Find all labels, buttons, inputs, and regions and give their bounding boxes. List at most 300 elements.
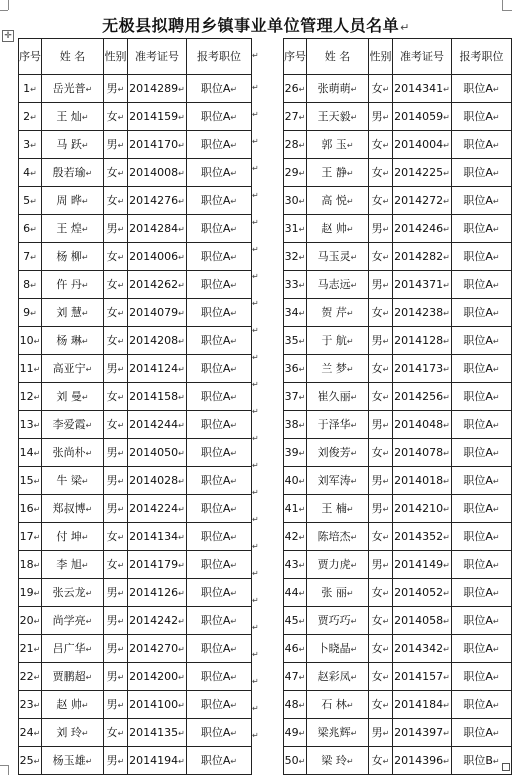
cell-position-text: 职位A [463,137,493,151]
paragraph-mark: ↵ [252,704,259,713]
paragraph-mark: ↵ [382,280,390,290]
paragraph-mark: ↵ [117,504,125,514]
cell-name [307,691,369,719]
paragraph-mark: ↵ [230,112,238,122]
paragraph-mark: ↵ [85,588,93,598]
cell-exam-no [393,495,452,523]
cell-name-text: 张 丽 [321,585,347,599]
cell-no-text: 43 [284,557,299,571]
paragraph-mark: ↵ [30,112,37,122]
cell-position-text: 职位A [200,557,231,571]
cell-exam-no-text: 2014225 [394,165,444,179]
cell-name-text: 赵 帅 [321,221,347,235]
cell-position-text: 职位A [200,221,231,235]
paragraph-mark: ↵ [230,84,238,94]
cell-position-text: 职位A [200,193,231,207]
cell-name [307,411,369,439]
cell-gender-text: 男 [371,417,383,431]
paragraph-mark: ↵ [492,224,500,234]
cell-name [42,467,104,495]
paragraph-mark: ↵ [252,488,259,497]
cell-name-text: 马志远 [317,277,351,291]
paragraph-mark: ↵ [117,168,125,178]
cell-gender [104,383,128,411]
paragraph-mark: ↵ [492,420,500,430]
cell-position [452,495,512,523]
cell-exam-no [128,579,187,607]
table-row [19,103,252,131]
cell-name-text: 刘 曼 [56,389,82,403]
paragraph-mark: ↵ [252,110,259,119]
cell-no [284,663,307,691]
paragraph-mark: ↵ [30,84,37,94]
cell-gender-text: 女 [106,193,118,207]
paragraph-mark: ↵ [298,140,306,150]
cell-name-text: 殷若瑜 [52,165,86,179]
paragraph-mark: ↵ [85,616,93,626]
cell-gender [104,439,128,467]
cell-gender [104,271,128,299]
paragraph-mark: ↵ [252,218,259,227]
cell-exam-no [128,411,187,439]
cell-position [187,103,252,131]
cell-name [42,327,104,355]
cell-name [307,187,369,215]
cell-gender [369,355,393,383]
paragraph-mark: ↵ [298,672,306,682]
paragraph-mark: ↵ [298,560,306,570]
paragraph-mark: ↵ [30,196,37,206]
paragraph-mark: ↵ [350,672,358,682]
paragraph-mark: ↵ [30,252,37,262]
cell-name [307,271,369,299]
cell-name-text: 尚学亮 [52,613,86,627]
header-gender: 性别 [104,39,128,75]
cell-no-text: 29 [284,165,299,179]
cell-exam-no [128,327,187,355]
cell-exam-no [393,187,452,215]
cell-no-text: 45 [284,613,299,627]
paragraph-mark: ↵ [230,168,238,178]
cell-position-text: 职位A [200,725,231,739]
cell-gender-text: 男 [106,669,118,683]
cell-position [187,411,252,439]
cell-no-text: 30 [284,193,299,207]
cell-exam-no-text: 2014256 [394,389,444,403]
paragraph-mark: ↵ [178,196,185,206]
cell-no [19,607,42,635]
paragraph-mark: ↵ [252,731,259,740]
paragraph-mark: ↵ [492,84,500,94]
paragraph-mark: ↵ [350,112,358,122]
header-position: 报考职位 [187,39,252,75]
table-row [284,327,512,355]
cell-name [42,243,104,271]
paragraph-mark: ↵ [382,84,390,94]
cell-position [187,523,252,551]
cell-gender [369,411,393,439]
paragraph-mark: ↵ [117,644,125,654]
cell-name [42,607,104,635]
cell-no-text: 35 [284,333,299,347]
cell-name-text: 杨 琳 [56,333,82,347]
cell-name-text: 张萌萌 [317,81,351,95]
paragraph-mark: ↵ [117,224,125,234]
paragraph-mark: ↵ [117,336,125,346]
paragraph-mark: ↵ [33,476,41,486]
paragraph-mark: ↵ [117,560,125,570]
paragraph-mark: ↵ [252,51,259,60]
cell-gender-text: 男 [106,137,118,151]
paragraph-mark: ↵ [252,542,259,551]
cell-gender [369,635,393,663]
cell-position-text: 职位A [200,249,231,263]
paragraph-mark: ↵ [346,336,354,346]
cell-position-text: 职位A [200,613,231,627]
cell-position [187,327,252,355]
cell-gender [369,271,393,299]
paragraph-mark: ↵ [85,84,93,94]
cell-name [42,103,104,131]
cell-no-text: 47 [284,669,299,683]
paragraph-mark: ↵ [350,252,358,262]
paragraph-mark: ↵ [443,196,450,206]
cell-position [187,579,252,607]
paragraph-mark: ↵ [346,756,354,766]
paragraph-mark: ↵ [346,308,354,318]
paragraph-mark: ↵ [346,168,354,178]
cell-name-text: 马 跃 [56,137,82,151]
cell-position-text: 职位A [200,641,231,655]
cell-exam-no [393,327,452,355]
cell-no [19,299,42,327]
cell-exam-no [393,159,452,187]
cell-position-text: 职位A [200,669,231,683]
cell-exam-no [393,243,452,271]
paragraph-mark: ↵ [178,336,185,346]
paragraph-mark: ↵ [298,392,306,402]
cell-exam-no [393,579,452,607]
paragraph-mark: ↵ [443,532,450,542]
cell-no [19,271,42,299]
table-row [284,439,512,467]
cell-exam-no [393,439,452,467]
cell-position-text: 职位A [463,725,493,739]
paragraph-mark: ↵ [382,308,390,318]
paragraph-mark: ↵ [443,448,450,458]
cell-gender [369,159,393,187]
cell-gender-text: 男 [106,81,118,95]
cell-gender [369,103,393,131]
cell-gender-text: 女 [371,389,383,403]
cell-exam-no-text: 2014078 [394,445,444,459]
cell-gender [104,355,128,383]
table-row [19,607,252,635]
cell-no-text: 10 [19,333,34,347]
cell-gender [369,551,393,579]
paragraph-mark: ↵ [443,336,450,346]
cell-gender-text: 女 [106,417,118,431]
paragraph-mark: ↵ [33,392,41,402]
cell-position [187,467,252,495]
cell-no-text: 26 [284,81,299,95]
cell-name [42,131,104,159]
cell-no [19,635,42,663]
cell-name-text: 王 灿 [56,109,82,123]
paragraph-mark: ↵ [382,560,390,570]
paragraph-mark: ↵ [178,84,185,94]
cell-name [42,187,104,215]
cell-exam-no-text: 2014194 [129,753,179,767]
cell-name [307,327,369,355]
cell-position [452,75,512,103]
paragraph-mark: ↵ [346,504,354,514]
cell-gender-text: 女 [371,137,383,151]
paragraph-mark: ↵ [33,672,41,682]
cell-gender-text: 男 [371,109,383,123]
paragraph-mark: ↵ [178,672,185,682]
paragraph-mark: ↵ [178,140,185,150]
cell-position [187,131,252,159]
table-row [19,75,252,103]
paragraph-mark: ↵ [443,112,450,122]
cell-no [19,523,42,551]
cell-name [307,523,369,551]
paragraph-mark: ↵ [443,728,450,738]
paragraph-mark: ↵ [298,448,306,458]
table-row [19,271,252,299]
crop-mark-top-left-v [8,0,9,10]
cell-no-text: 21 [19,641,34,655]
cell-gender [104,663,128,691]
cell-name [42,439,104,467]
table-row [284,411,512,439]
cell-position-text: 职位A [463,585,493,599]
cell-no [19,467,42,495]
paragraph-mark: ↵ [30,280,37,290]
paragraph-mark: ↵ [117,84,125,94]
cell-exam-no-text: 2014262 [129,277,179,291]
cell-gender-text: 男 [106,697,118,711]
cell-position-text: 职位A [200,529,231,543]
cell-position-text: 职位A [200,697,231,711]
cell-position-text: 职位A [463,473,493,487]
cell-no [284,467,307,495]
cell-name-text: 梁兆辉 [317,725,351,739]
paragraph-mark: ↵ [346,700,354,710]
paragraph-mark: ↵ [252,569,259,578]
cell-gender-text: 男 [371,221,383,235]
paragraph-mark: ↵ [230,504,238,514]
cell-gender-text: 男 [106,641,118,655]
table-row [284,243,512,271]
cell-gender [104,579,128,607]
cell-name-text: 李 旭 [56,557,82,571]
paragraph-mark: ↵ [382,532,390,542]
paragraph-mark: ↵ [382,252,390,262]
cell-exam-no [128,439,187,467]
paragraph-mark: ↵ [81,252,89,262]
cell-gender-text: 女 [106,305,118,319]
table-row [284,271,512,299]
cell-gender [104,495,128,523]
cell-name [42,411,104,439]
cell-no [19,187,42,215]
paragraph-mark: ↵ [492,728,500,738]
cell-no [19,579,42,607]
cell-position [452,523,512,551]
cell-exam-no [393,635,452,663]
paragraph-mark: ↵ [117,476,125,486]
cell-exam-no [128,159,187,187]
cell-no [19,159,42,187]
cell-name [42,75,104,103]
paragraph-mark: ↵ [298,700,306,710]
cell-gender-text: 女 [371,193,383,207]
cell-gender [104,327,128,355]
table-move-handle-icon[interactable]: ✛ [2,30,14,42]
paragraph-mark: ↵ [252,650,259,659]
cell-gender [104,243,128,271]
paragraph-mark: ↵ [33,532,41,542]
paragraph-mark: ↵ [492,168,500,178]
cell-name-text: 杨 柳 [56,249,82,263]
paragraph-mark: ↵ [492,700,500,710]
cell-name [42,271,104,299]
table-row [284,131,512,159]
cell-gender [369,299,393,327]
cell-name [307,383,369,411]
cell-exam-no-text: 2014006 [129,249,179,263]
paragraph-mark: ↵ [492,308,500,318]
paragraph-mark: ↵ [81,140,89,150]
paragraph-mark: ↵ [85,448,93,458]
cell-no [19,75,42,103]
cell-position-text: 职位A [463,305,493,319]
cell-exam-no [393,691,452,719]
cell-name-text: 贾力虎 [317,557,351,571]
paragraph-mark: ↵ [382,336,390,346]
paragraph-mark: ↵ [382,616,390,626]
cell-exam-no [393,103,452,131]
table-row [19,439,252,467]
crop-mark-bottom-left-v [8,765,9,775]
cell-position [452,271,512,299]
cell-gender-text: 女 [106,557,118,571]
cell-no [19,355,42,383]
cell-gender-text: 女 [371,445,383,459]
paragraph-mark: ↵ [492,616,500,626]
cell-gender-text: 女 [371,361,383,375]
paragraph-mark: ↵ [230,588,238,598]
cell-exam-no-text: 2014224 [129,501,179,515]
cell-gender-text: 男 [106,753,118,767]
cell-no [284,187,307,215]
cell-name [42,579,104,607]
cell-no-text: 46 [284,641,299,655]
cell-name [42,663,104,691]
cell-no-text: 34 [284,305,299,319]
cell-no [19,411,42,439]
cell-name-text: 王 楠 [321,501,347,515]
cell-no-text: 20 [19,613,34,627]
cell-name-text: 郭 玉 [321,137,347,151]
paragraph-mark: ↵ [230,644,238,654]
table-row [19,355,252,383]
paragraph-mark: ↵ [252,596,259,605]
cell-position [452,383,512,411]
cell-gender [369,215,393,243]
cell-gender-text: 男 [106,473,118,487]
paragraph-mark: ↵ [81,532,89,542]
paragraph-mark: ↵ [30,168,37,178]
cell-position [452,579,512,607]
cell-exam-no [393,131,452,159]
cell-exam-no [128,551,187,579]
cell-no [284,159,307,187]
paragraph-mark: ↵ [492,140,500,150]
paragraph-mark: ↵ [298,644,306,654]
paragraph-mark: ↵ [178,308,185,318]
cell-exam-no [128,719,187,747]
cell-name [307,579,369,607]
cell-position-text: 职位A [463,361,493,375]
cell-no [284,607,307,635]
paragraph-mark: ↵ [33,364,41,374]
cell-gender-text: 男 [106,501,118,515]
cell-exam-no-text: 2014100 [129,697,179,711]
cell-name-text: 刘 慧 [56,305,82,319]
paragraph-mark: ↵ [33,448,41,458]
cell-name-text: 吕广华 [52,641,86,655]
paragraph-mark: ↵ [382,728,390,738]
cell-no [19,383,42,411]
cell-no-text: 40 [284,473,299,487]
paragraph-mark: ↵ [382,504,390,514]
table-row [19,215,252,243]
cell-name-text: 付 坤 [56,529,82,543]
cell-no-text: 33 [284,277,299,291]
cell-position-text: 职位A [463,669,493,683]
cell-name [42,383,104,411]
paragraph-mark: ↵ [492,336,500,346]
table-row [19,187,252,215]
cell-position [187,691,252,719]
paragraph-mark: ↵ [492,756,500,766]
table-row [19,327,252,355]
cell-gender [104,131,128,159]
cell-gender [104,411,128,439]
cell-no-text: 23 [19,697,34,711]
paragraph-mark: ↵ [252,677,259,686]
cell-exam-no-text: 2014282 [394,249,444,263]
paragraph-mark: ↵ [298,280,306,290]
cell-no [19,663,42,691]
paragraph-mark: ↵ [492,644,500,654]
cell-name-text: 兰 梦 [321,361,347,375]
paragraph-mark: ↵ [382,644,390,654]
paragraph-mark: ↵ [492,112,500,122]
paragraph-mark: ↵ [178,504,185,514]
cell-position [187,271,252,299]
paragraph-mark: ↵ [178,728,185,738]
cell-exam-no [128,495,187,523]
cell-gender-text: 女 [106,333,118,347]
cell-gender-text: 女 [371,585,383,599]
cell-no-text: 15 [19,473,34,487]
cell-gender [369,607,393,635]
cell-name-text: 王天毅 [317,109,351,123]
